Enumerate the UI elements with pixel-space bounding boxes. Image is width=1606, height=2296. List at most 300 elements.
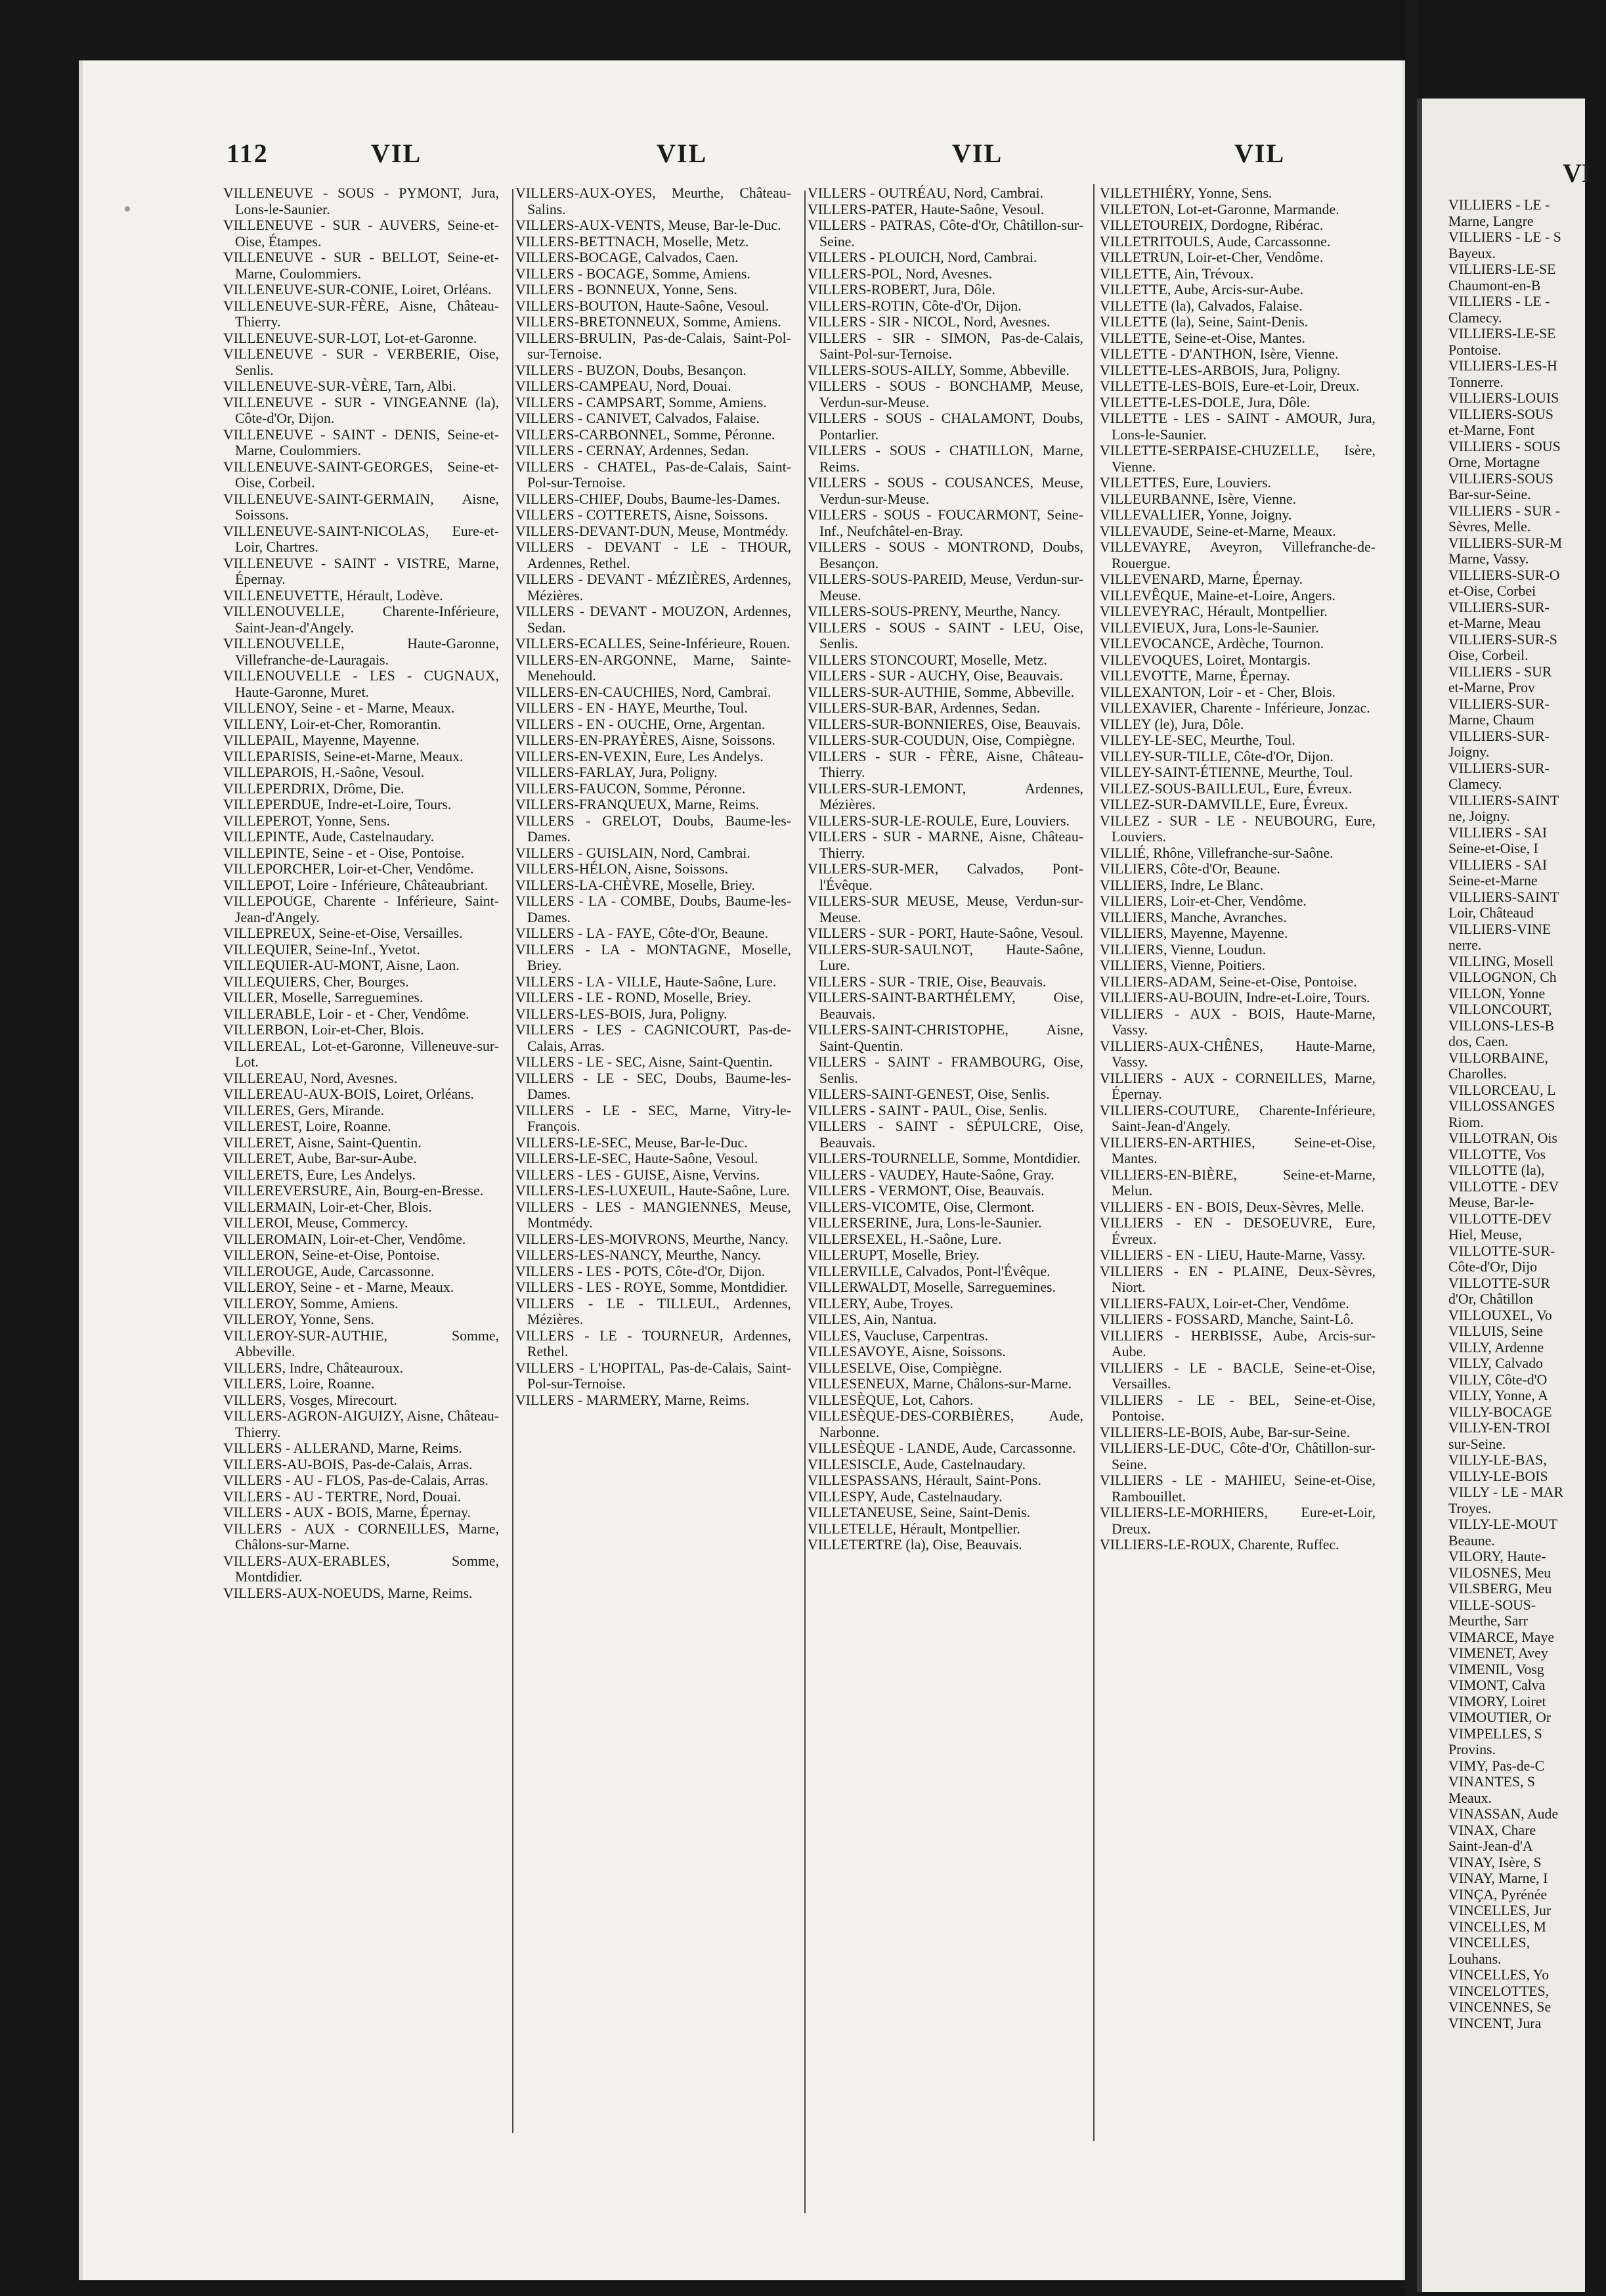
gazetteer-entry: VILLERS - CHATEL, Pas-de-Calais, Saint-Pol-sur-Ternoise.: [515, 458, 791, 491]
facing-page-line: VILLY, Ardenne: [1448, 1339, 1544, 1356]
running-head: VIL: [371, 139, 422, 168]
facing-page-line: Marne, Langre: [1448, 213, 1534, 229]
gazetteer-entry: VILLERS - DEVANT - LE - THOUR, Ardennes, Rethel.: [515, 539, 791, 571]
facing-page-line: VILLIERS-LOUIS: [1448, 390, 1559, 406]
facing-page-line: VILLIERS - LE -: [1448, 197, 1550, 213]
gazetteer-entry: VILLERSERINE, Jura, Lons-le-Saunier.: [808, 1215, 1042, 1231]
facing-page-line: VILLY, Calvado: [1448, 1356, 1543, 1371]
gazetteer-entry: VILLERS-CAMPEAU, Nord, Douai.: [515, 378, 731, 394]
gazetteer-entry: VILLIERS-LE-MORHIERS, Eure-et-Loir, Dreux.: [1100, 1505, 1376, 1537]
facing-page-line: VILLOTTE (la),: [1448, 1162, 1545, 1178]
facing-page-line: VILLY-BOCAGE: [1448, 1403, 1552, 1420]
gazetteer-entry: VILLESPASSANS, Hérault, Saint-Pons.: [808, 1472, 1041, 1488]
facing-page-line: VILLIERS-LE-SE: [1448, 326, 1556, 342]
facing-page-line: VILLOTTE-SUR: [1448, 1275, 1550, 1291]
gazetteer-entry: VILLERS - BUZON, Doubs, Besançon.: [515, 362, 747, 378]
gazetteer-entry: VILLERS - LE - SEC, Doubs, Baume-les-Dames.: [515, 1070, 791, 1102]
column-1: [223, 185, 499, 2234]
gazetteer-entry: VILLERS-SOUS-PAREID, Meuse, Verdun-sur-Meuse.: [808, 571, 1083, 604]
column-4: [1100, 185, 1376, 2234]
gazetteer-entry: VILLERVILLE, Calvados, Pont-l'Évêque.: [808, 1263, 1051, 1279]
facing-page-line: VILOSNES, Meu: [1448, 1564, 1552, 1581]
gazetteer-entry: VILLEQUIER, Seine-Inf., Yvetot.: [223, 941, 420, 958]
gazetteer-entry: VILLESAVOYE, Aisne, Soissons.: [808, 1344, 1006, 1359]
gazetteer-entry: VILLERS-AUX-VENTS, Meuse, Bar-le-Duc.: [515, 217, 781, 233]
facing-page-line: Seine-et-Marne: [1448, 873, 1538, 889]
gazetteer-entry: VILLERSEXEL, H.-Saône, Lure.: [808, 1231, 1002, 1247]
gazetteer-entry: VILLESENEUX, Marne, Châlons-sur-Marne.: [808, 1376, 1072, 1392]
facing-page-line: VILLIERS-SOUS: [1448, 406, 1553, 422]
gazetteer-entry: VILLEREAU, Nord, Avesnes.: [223, 1070, 398, 1086]
gazetteer-entry: VILLERS-LES-BOIS, Jura, Poligny.: [515, 1005, 727, 1022]
gazetteer-entry: VILLIERS - EN - LIEU, Haute-Marne, Vassy.: [1100, 1247, 1366, 1263]
gazetteer-entry: VILLESÈQUE-DES-CORBIÈRES, Aude, Narbonne.: [808, 1408, 1083, 1440]
column-2: [515, 185, 791, 2234]
facing-page-line: VILLOTTE - DEV: [1448, 1178, 1559, 1195]
gazetteer-entry: VILLENEUVE - SUR - VINGEANNE (la), Côte-d'Or, Dijon.: [223, 394, 499, 426]
facing-page-line: Saint-Jean-d'A: [1448, 1838, 1533, 1854]
gazetteer-entry: VILLERS - SAINT - PAUL, Oise, Senlis.: [808, 1102, 1048, 1118]
gazetteer-entry: VILLIERS-ADAM, Seine-et-Oise, Pontoise.: [1100, 973, 1357, 990]
facing-page-line: VILLONCOURT,: [1448, 1002, 1552, 1017]
gazetteer-entry: VILLERS-LES-LUXEUIL, Haute-Saône, Lure.: [515, 1183, 791, 1199]
gazetteer-entry: VILLERS-LES-NANCY, Meurthe, Nancy.: [515, 1247, 762, 1263]
gazetteer-entry: VILLERS - SUR - MARNE, Aisne, Château-Thierry.: [808, 829, 1083, 861]
gazetteer-entry: VILLERS - COTTERETS, Aisne, Soissons.: [515, 507, 768, 523]
gazetteer-entry: VILLEVAUDE, Seine-et-Marne, Meaux.: [1100, 523, 1336, 539]
gazetteer-entry: VILLERS-BETTNACH, Moselle, Metz.: [515, 233, 749, 250]
facing-page-line: VINÇA, Pyrénée: [1448, 1886, 1548, 1903]
gazetteer-entry: VILLERS - SUR - TRIE, Oise, Beauvais.: [808, 973, 1047, 990]
gazetteer-entry: VILLERS - SOUS - MONTROND, Doubs, Besançon.: [808, 539, 1083, 571]
facing-page-line: Loir, Châteaud: [1448, 905, 1534, 921]
facing-page-line: Louhans.: [1448, 1951, 1502, 1967]
gazetteer-entry: VILLEROY, Yonne, Sens.: [223, 1312, 374, 1327]
facing-page-line: VILLOTRAN, Ois: [1448, 1130, 1557, 1146]
gazetteer-entry: VILLIERS - EN - BOIS, Deux-Sèvres, Melle.: [1100, 1199, 1364, 1215]
gazetteer-entry: VILLERBON, Loir-et-Cher, Blois.: [223, 1022, 424, 1038]
gazetteer-entry: VILLERS - LE - ROND, Moselle, Briey.: [515, 990, 751, 1005]
gazetteer-entry: VILLEVOQUES, Loiret, Montargis.: [1100, 651, 1311, 668]
gazetteer-entry: VILLERS-FAUCON, Somme, Péronne.: [515, 780, 746, 797]
gazetteer-entry: VILLEREAL, Lot-et-Garonne, Villeneuve-sur-Lot.: [223, 1038, 499, 1070]
gazetteer-entry: VILLERS-EN-VEXIN, Eure, Les Andelys.: [515, 748, 764, 764]
gazetteer-entry: VILLERS - LE - SEC, Marne, Vitry-le-François.: [515, 1102, 791, 1134]
gazetteer-entry: VILLIERS - EN - DESOEUVRE, Eure, Évreux.: [1100, 1215, 1376, 1247]
gazetteer-entry: VILLETTE-SERPAISE-CHUZELLE, Isère, Vienne.: [1100, 443, 1376, 475]
facing-page-line: et-Marne, Font: [1448, 422, 1534, 438]
gazetteer-entry: VILLENEUVE-SUR-VÈRE, Tarn, Albi.: [223, 378, 456, 394]
gazetteer-entry: VILLENEUVE-SAINT-NICOLAS, Eure-et-Loir, Chartres.: [223, 523, 499, 555]
facing-page-line: Troyes.: [1448, 1500, 1492, 1516]
gazetteer-entry: VILLEPINTE, Aude, Castelnaudary.: [223, 829, 435, 845]
gazetteer-entry: VILLEPARISIS, Seine-et-Marne, Meaux.: [223, 748, 464, 764]
gazetteer-entry: VILLERS-SUR-SAULNOT, Haute-Saône, Lure.: [808, 941, 1083, 973]
facing-page: [1417, 99, 1592, 2292]
facing-page-line: VILLY-LE-BOIS: [1448, 1468, 1548, 1484]
gazetteer-entry: VILLEROY-SUR-AUTHIE, Somme, Abbeville.: [223, 1327, 499, 1359]
facing-page-line: nerre.: [1448, 937, 1482, 953]
gazetteer-entry: VILLERS - AU - TERTRE, Nord, Douai.: [223, 1488, 462, 1505]
gazetteer-entry: VILLERS - LE - TILLEUL, Ardennes, Mézières.: [515, 1295, 791, 1327]
gazetteer-entry: VILLERS-LE-SEC, Haute-Saône, Vesoul.: [515, 1151, 758, 1166]
gazetteer-entry: VILLERS - SOUS - COUSANCES, Meuse, Verdun-sur-Meuse.: [808, 475, 1083, 507]
gazetteer-entry: VILLEPOT, Loire - Inférieure, Châteaubriant.: [223, 877, 488, 893]
facing-page-line: VIMY, Pas-de-C: [1448, 1757, 1545, 1774]
gazetteer-entry: VILLENEUVE - SOUS - PYMONT, Jura, Lons-le-Saunier.: [223, 185, 499, 217]
gazetteer-entry: VILLERS-POL, Nord, Avesnes.: [808, 265, 993, 282]
facing-page-line: Chaumont-en-B: [1448, 277, 1541, 294]
facing-page-line: d'Or, Châtillon: [1448, 1291, 1533, 1307]
gazetteer-entry: VILLERS - LES - GUISE, Aisne, Vervins.: [515, 1166, 760, 1183]
gazetteer-entry: VILLIERS-FAUX, Loir-et-Cher, Vendôme.: [1100, 1295, 1349, 1312]
gazetteer-entry: VILLES, Vaucluse, Carpentras.: [808, 1327, 989, 1344]
page-number: 112: [227, 139, 269, 168]
gazetteer-entry: VILLEVALLIER, Yonne, Joigny.: [1100, 507, 1292, 523]
gazetteer-entry: VILLEQUIERS, Cher, Bourges.: [223, 973, 409, 990]
facing-page-line: VIMOUTIER, Or: [1448, 1710, 1552, 1725]
gazetteer-entry: VILLERS - SOUS - CHALAMONT, Doubs, Pontarlier.: [808, 410, 1083, 443]
gazetteer-entry: VILLEREAU-AUX-BOIS, Loiret, Orléans.: [223, 1086, 474, 1102]
gazetteer-entry: VILLERS-AUX-NOEUDS, Marne, Reims.: [223, 1585, 473, 1601]
facing-page-line: VINCENT, Jura: [1448, 2015, 1542, 2031]
gazetteer-entry: VILLIERS - AUX - BOIS, Haute-Marne, Vassy.: [1100, 1005, 1376, 1038]
gazetteer-entry: VILLEPERDUE, Indre-et-Loire, Tours.: [223, 797, 452, 812]
gazetteer-entry: VILLERS, Indre, Châteauroux.: [223, 1359, 404, 1376]
facing-page-line: VILLING, Mosell: [1448, 953, 1553, 969]
gazetteer-entry: VILLETTE-LES-ARBOIS, Jura, Poligny.: [1100, 362, 1341, 378]
facing-page-line: VILLIERS - LE - S: [1448, 229, 1561, 245]
gazetteer-entry: VILLERS - LA - VILLE, Haute-Saône, Lure.: [515, 973, 777, 990]
facing-page-line: VINASSAN, Aude: [1448, 1806, 1559, 1822]
facing-page-line: VINAY, Isère, S: [1448, 1854, 1542, 1870]
facing-page-line: VIMONT, Calva: [1448, 1677, 1546, 1693]
facing-page-line: VINCELLES, M: [1448, 1918, 1546, 1935]
facing-page-line: VILLIERS - SUR: [1448, 663, 1552, 680]
gazetteer-entry: VILLERS-LE-SEC, Meuse, Bar-le-Duc.: [515, 1134, 748, 1151]
gazetteer-entry: VILLETTE-LES-BOIS, Eure-et-Loir, Dreux.: [1100, 378, 1360, 394]
facing-page-line: Côte-d'Or, Dijo: [1448, 1259, 1538, 1275]
gazetteer-entry: VILLETERTRE (la), Oise, Beauvais.: [808, 1537, 1022, 1553]
facing-page-line: VINAY, Marne, I: [1448, 1870, 1548, 1886]
gazetteer-entry: VILLERS - GRELOT, Doubs, Baume-les-Dames.: [515, 812, 791, 845]
gazetteer-entry: VILLERS-SUR-AUTHIE, Somme, Abbeville.: [808, 684, 1075, 700]
gazetteer-entry: VILLIERS-LE-DUC, Côte-d'Or, Châtillon-sur-Seine.: [1100, 1440, 1376, 1472]
gazetteer-entry: VILLERUPT, Moselle, Briey.: [808, 1247, 980, 1263]
gazetteer-entry: VILLENOUVELLE - LES - CUGNAUX, Haute-Garonne, Muret.: [223, 668, 499, 700]
facing-page-line: VILLIERS-SUR-: [1448, 760, 1550, 776]
gazetteer-entry: VILLERS-SUR-LE-ROULE, Eure, Louviers.: [808, 812, 1070, 829]
gazetteer-entry: VILLEPAIL, Mayenne, Mayenne.: [223, 732, 420, 748]
gazetteer-entry: VILLETELLE, Hérault, Montpellier.: [808, 1520, 1020, 1537]
gazetteer-entry: VILLERS - PLOUICH, Nord, Cambrai.: [808, 250, 1037, 265]
gazetteer-entry: VILLIERS - EN - PLAINE, Deux-Sèvres, Niort.: [1100, 1263, 1376, 1295]
facing-running-head: VI: [1563, 158, 1592, 188]
gazetteer-entry: VILLEREST, Loire, Roanne.: [223, 1118, 391, 1134]
facing-page-line: VILLIERS - SUR -: [1448, 502, 1561, 519]
gazetteer-entry: VILLEROMAIN, Loir-et-Cher, Vendôme.: [223, 1231, 466, 1247]
facing-page-line: Bar-sur-Seine.: [1448, 487, 1531, 502]
gazetteer-entry: VILLIERS-AUX-CHÊNES, Haute-Marne, Vassy.: [1100, 1038, 1376, 1070]
gazetteer-entry: VILLERS - GUISLAIN, Nord, Cambrai.: [515, 845, 750, 861]
gazetteer-entry: VILLIERS-COUTURE, Charente-Inférieure, Saint-Jean-d'Angely.: [1100, 1102, 1376, 1134]
gazetteer-entry: VILLIERS, Vienne, Poitiers.: [1100, 958, 1265, 973]
facing-page-line: VILLOTTE-DEV: [1448, 1210, 1552, 1227]
facing-page-line: Sèvres, Melle.: [1448, 519, 1531, 535]
gazetteer-entry: VILLEY-LE-SEC, Meurthe, Toul.: [1100, 732, 1295, 748]
gazetteer-entry: VILLERS - VERMONT, Oise, Beauvais.: [808, 1183, 1045, 1199]
gazetteer-entry: VILLERS-EN-ARGONNE, Marne, Sainte-Menehould.: [515, 651, 791, 684]
gazetteer-entry: VILLERS-BRETONNEUX, Somme, Amiens.: [515, 314, 781, 330]
gazetteer-entry: VILLEVOCANCE, Ardèche, Tournon.: [1100, 636, 1324, 651]
facing-page-line: Provins.: [1448, 1742, 1496, 1757]
facing-page-line: VIMENIL, Vosg: [1448, 1661, 1544, 1677]
gazetteer-entry: VILLESELVE, Oise, Compiègne.: [808, 1359, 1003, 1376]
gazetteer-entry: VILLETRITOULS, Aude, Carcassonne.: [1100, 233, 1331, 250]
facing-page-line: VILLONS-LES-B: [1448, 1017, 1555, 1034]
facing-page-line: VILLY - LE - MAR: [1448, 1484, 1563, 1500]
column-3: [808, 185, 1083, 2234]
gazetteer-entry: VILLESPY, Aude, Castelnaudary.: [808, 1488, 1003, 1505]
page-header: [141, 138, 1330, 177]
gazetteer-entry: VILLERS-EN-PRAYÈRES, Aisne, Soissons.: [515, 732, 775, 748]
gazetteer-entry: VILLEY-SAINT-ÉTIENNE, Meurthe, Toul.: [1100, 764, 1353, 780]
facing-page-line: Bayeux.: [1448, 245, 1496, 261]
facing-page-line: Charolles.: [1448, 1066, 1507, 1082]
gazetteer-entry: VILLERS-LES-MOIVRONS, Meurthe, Nancy.: [515, 1231, 789, 1247]
gazetteer-entry: VILLERS-CARBONNEL, Somme, Péronne.: [515, 426, 775, 443]
facing-page-line: VILLUIS, Seine: [1448, 1323, 1544, 1339]
gazetteer-entry: VILLERS-AU-BOIS, Pas-de-Calais, Arras.: [223, 1456, 473, 1472]
gazetteer-entry: VILLERS - SUR - AUCHY, Oise, Beauvais.: [808, 668, 1063, 684]
gazetteer-entry: VILLEREVERSURE, Ain, Bourg-en-Bresse.: [223, 1183, 484, 1199]
gazetteer-entry: VILLENEUVE-SUR-LOT, Lot-et-Garonne.: [223, 330, 477, 346]
gazetteer-entry: VILLIERS-EN-ARTHIES, Seine-et-Oise, Mantes.: [1100, 1134, 1376, 1166]
gazetteer-entry: VILLES, Ain, Nantua.: [808, 1312, 937, 1327]
gazetteer-entry: VILLERS - AUX - CORNEILLES, Marne, Châlons-sur-Marne.: [223, 1520, 499, 1553]
gazetteer-entry: VILLERS - BONNEUX, Yonne, Sens.: [515, 282, 737, 298]
gazetteer-entry: VILLEVOTTE, Marne, Épernay.: [1100, 668, 1290, 684]
gazetteer-entry: VILLERABLE, Loir - et - Cher, Vendôme.: [223, 1005, 469, 1022]
gazetteer-entry: VILLENEUVETTE, Hérault, Lodève.: [223, 587, 443, 604]
gazetteer-entry: VILLETANEUSE, Seine, Saint-Denis.: [808, 1505, 1031, 1520]
facing-page-line: Meuse, Bar-le-: [1448, 1195, 1534, 1210]
gazetteer-entry: VILLERS - AU - FLOS, Pas-de-Calais, Arras.: [223, 1472, 488, 1488]
facing-page-line: VILLIERS - SAI: [1448, 824, 1548, 841]
facing-page-line: Riom.: [1448, 1114, 1484, 1130]
gazetteer-entry: VILLIERS-LE-ROUX, Charente, Ruffec.: [1100, 1537, 1339, 1553]
facing-page-line: VILLORCEAU, L: [1448, 1082, 1556, 1098]
gazetteer-entry: VILLEPORCHER, Loir-et-Cher, Vendôme.: [223, 861, 474, 877]
gazetteer-entry: VILLERS-SAINT-GENEST, Oise, Senlis.: [808, 1086, 1050, 1102]
facing-page-line: VILORY, Haute-: [1448, 1549, 1546, 1564]
gazetteer-entry: VILLERS-AUX-ERABLES, Somme, Montdidier.: [223, 1553, 499, 1585]
facing-page-line: Marne, Vassy.: [1448, 551, 1529, 567]
facing-page-line: VILLIERS-LE-SE: [1448, 261, 1556, 277]
facing-page-line: VIMENET, Avey: [1448, 1645, 1548, 1661]
gazetteer-columns: [223, 185, 1412, 2241]
gazetteer-entry: VILLENOUVELLE, Haute-Garonne, Villefranche-de-Lauragais.: [223, 636, 499, 668]
facing-page-line: ne, Joigny.: [1448, 808, 1510, 824]
gazetteer-entry: VILLEXANTON, Loir - et - Cher, Blois.: [1100, 684, 1335, 700]
facing-page-line: VILLY-LE-MOUT: [1448, 1516, 1558, 1532]
gazetteer-entry: VILLENEUVE-SUR-FÈRE, Aisne, Château-Thierry.: [223, 298, 499, 330]
facing-page-line: VILLIERS-SUR-M: [1448, 535, 1563, 551]
gazetteer-entry: VILLERS - SOUS - SAINT - LEU, Oise, Senlis.: [808, 619, 1083, 651]
facing-page-line: VILLOUXEL, Vo: [1448, 1307, 1552, 1323]
gazetteer-entry: VILLERS STONCOURT, Moselle, Metz.: [808, 651, 1047, 668]
facing-page-line: et-Oise, Corbei: [1448, 583, 1536, 599]
gazetteer-entry: VILLENEUVE - SUR - AUVERS, Seine-et-Oise, Étampes.: [223, 217, 499, 250]
gazetteer-entry: VILLERS-FRANQUEUX, Marne, Reims.: [515, 797, 760, 812]
gazetteer-entry: VILLETON, Lot-et-Garonne, Marmande.: [1100, 201, 1339, 217]
gazetteer-entry: VILLERS - LES - CAGNICOURT, Pas-de-Calais, Arras.: [515, 1022, 791, 1054]
gazetteer-entry: VILLERS - LE - SEC, Aisne, Saint-Quentin.: [515, 1054, 773, 1070]
facing-page-line: Orne, Mortagne: [1448, 454, 1540, 470]
facing-page-line: VIMARCE, Maye: [1448, 1629, 1555, 1645]
gazetteer-entry: VILLERON, Seine-et-Oise, Pontoise.: [223, 1247, 440, 1263]
gazetteer-entry: VILLEURBANNE, Isère, Vienne.: [1100, 491, 1297, 507]
gazetteer-entry: VILLERS - SOUS - BONCHAMP, Meuse, Verdun-sur-Meuse.: [808, 378, 1083, 410]
facing-page-line: VILLIERS-VINE: [1448, 921, 1552, 937]
gazetteer-entry: VILLERS-ROTIN, Côte-d'Or, Dijon.: [808, 298, 1022, 314]
gazetteer-entry: VILLERS - LES - MANGIENNES, Meuse, Montmédy.: [515, 1199, 791, 1231]
gazetteer-entry: VILLEPEROT, Yonne, Sens.: [223, 812, 390, 829]
gazetteer-entry: VILLERS - EN - HAYE, Meurthe, Toul.: [515, 700, 748, 716]
gazetteer-entry: VILLERS-FARLAY, Jura, Poligny.: [515, 764, 718, 780]
running-head: VIL: [657, 139, 708, 168]
facing-page-line: et-Marne, Prov: [1448, 680, 1535, 695]
gazetteer-entry: VILLERS - SOUS - FOUCARMONT, Seine-Inf., Neufchâtel-en-Bray.: [808, 507, 1083, 539]
gazetteer-entry: VILLEVÊQUE, Maine-et-Loire, Angers.: [1100, 587, 1335, 604]
gazetteer-entry: VILLEROY, Seine - et - Marne, Meaux.: [223, 1279, 454, 1295]
facing-page-line: Seine-et-Oise, I: [1448, 841, 1538, 856]
facing-page-line: VILLIERS-SUR-: [1448, 695, 1550, 712]
gazetteer-entry: VILLERS - PATRAS, Côte-d'Or, Châtillon-sur-Seine.: [808, 217, 1083, 250]
gazetteer-entry: VILLERS - ALLERAND, Marne, Reims.: [223, 1440, 462, 1456]
gazetteer-entry: VILLEVIEUX, Jura, Lons-le-Saunier.: [1100, 619, 1319, 636]
facing-page-line: VILLIERS - LE -: [1448, 294, 1550, 309]
gazetteer-entry: VILLERS - MARMERY, Marne, Reims.: [515, 1392, 750, 1408]
facing-page-line: VIMORY, Loiret: [1448, 1693, 1546, 1710]
gazetteer-entry: VILLIERS - LE - BEL, Seine-et-Oise, Pontoise.: [1100, 1392, 1376, 1424]
gazetteer-entry: VILLERS-BOCAGE, Calvados, Caen.: [515, 250, 739, 265]
facing-page-line: Joigny.: [1448, 744, 1490, 760]
gazetteer-entry: VILLERS - SUR - FÈRE, Aisne, Château-Thierry.: [808, 748, 1083, 780]
facing-page-line: VILLIERS - SOUS: [1448, 438, 1561, 454]
gazetteer-entry: VILLETHIÉRY, Yonne, Sens.: [1100, 185, 1272, 201]
gazetteer-entry: VILLERS - LES - POTS, Côte-d'Or, Dijon.: [515, 1263, 766, 1279]
facing-page-line: VILLIERS-SUR-O: [1448, 567, 1560, 583]
facing-page-line: VILLORBAINE,: [1448, 1049, 1548, 1066]
gazetteer-entry: VILLERS - DEVANT - MÉZIÈRES, Ardennes, Mézières.: [515, 571, 791, 604]
gazetteer-entry: VILLEPREUX, Seine-et-Oise, Versailles.: [223, 925, 463, 941]
gazetteer-entry: VILLERS - SAINT - FRAMBOURG, Oise, Senlis.: [808, 1054, 1083, 1086]
gazetteer-entry: VILLENOY, Seine - et - Marne, Meaux.: [223, 700, 455, 716]
gazetteer-entry: VILLERS-AGRON-AIGUIZY, Aisne, Château-Thierry.: [223, 1408, 499, 1440]
gazetteer-entry: VILLERS - BOCAGE, Somme, Amiens.: [515, 265, 750, 282]
gazetteer-entry: VILLENEUVE-SUR-CONIE, Loiret, Orléans.: [223, 282, 492, 298]
gazetteer-entry: VILLERS-BOUTON, Haute-Saône, Vesoul.: [515, 298, 770, 314]
gazetteer-entry: VILLERS - DEVANT - MOUZON, Ardennes, Sedan.: [515, 604, 791, 636]
gazetteer-entry: VILLIERS - FOSSARD, Manche, Saint-Lô.: [1100, 1312, 1354, 1327]
facing-page-edge: [1417, 99, 1422, 2292]
running-head: VIL: [1234, 139, 1286, 168]
gazetteer-entry: VILLERS-SUR-LEMONT, Ardennes, Mézières.: [808, 780, 1083, 812]
facing-page-line: VILLOTTE, Vos: [1448, 1146, 1546, 1162]
gazetteer-entry: VILLERS-LA-CHÈVRE, Moselle, Briey.: [515, 877, 755, 893]
facing-page-line: VILLIERS-SUR-: [1448, 599, 1550, 615]
gazetteer-entry: VILLIERS-EN-BIÈRE, Seine-et-Marne, Melun.: [1100, 1166, 1376, 1199]
gazetteer-entry: VILLIERS - HERBISSE, Aube, Arcis-sur-Aube.: [1100, 1327, 1376, 1359]
facing-page-line: dos, Caen.: [1448, 1034, 1509, 1049]
gazetteer-entry: VILLERS - OUTRÉAU, Nord, Cambrai.: [808, 185, 1043, 201]
gazetteer-entry: VILLERS-DEVANT-DUN, Meuse, Montmédy.: [515, 523, 789, 539]
facing-page-line: Oise, Corbeil.: [1448, 648, 1529, 663]
gazetteer-entry: VILLERS - LA - COMBE, Doubs, Baume-les-Dames.: [515, 893, 791, 925]
gazetteer-entry: VILLETTE, Aube, Arcis-sur-Aube.: [1100, 282, 1304, 298]
facing-page-line: sur-Seine.: [1448, 1436, 1506, 1452]
facing-page-line: VILLOGNON, Ch: [1448, 969, 1557, 985]
facing-page-line: VINCELLES, Yo: [1448, 1967, 1550, 1983]
gazetteer-entry: VILLERS-SUR-BONNIERES, Oise, Beauvais.: [808, 716, 1081, 732]
gazetteer-entry: VILLETTE (la), Calvados, Falaise.: [1100, 298, 1303, 314]
gazetteer-entry: VILLERES, Gers, Mirande.: [223, 1102, 385, 1118]
gazetteer-entry: VILLIERS, Loir-et-Cher, Vendôme.: [1100, 893, 1307, 909]
gazetteer-entry: VILLIERS - AUX - CORNEILLES, Marne, Épernay.: [1100, 1070, 1376, 1102]
gazetteer-entry: VILLEZ-SOUS-BAILLEUL, Eure, Évreux.: [1100, 780, 1353, 797]
facing-page-line: VINCELOTTES,: [1448, 1983, 1550, 1999]
facing-page-line: VINCENNES, Se: [1448, 1999, 1552, 2015]
gazetteer-entry: VILLERS, Vosges, Mirecourt.: [223, 1392, 397, 1408]
gazetteer-entry: VILLENEUVE - SUR - VERBERIE, Oise, Senlis.: [223, 346, 499, 378]
gazetteer-entry: VILLIERS - LE - BACLE, Seine-et-Oise, Versailles.: [1100, 1359, 1376, 1392]
gazetteer-entry: VILLENOUVELLE, Charente-Inférieure, Saint-Jean-d'Angely.: [223, 604, 499, 636]
margin-mark: [125, 206, 130, 211]
gazetteer-entry: VILLETTES, Eure, Louviers.: [1100, 475, 1271, 491]
gazetteer-entry: VILLERETS, Eure, Les Andelys.: [223, 1166, 416, 1183]
facing-page-line: VILLIERS-SAINT: [1448, 792, 1559, 808]
facing-page-line: VILSBERG, Meu: [1448, 1581, 1552, 1597]
facing-page-line: Beaune.: [1448, 1532, 1495, 1549]
gazetteer-entry: VILLETTE, Ain, Trévoux.: [1100, 265, 1254, 282]
facing-page-line: VILLIERS-SAINT: [1448, 889, 1559, 905]
gazetteer-entry: VILLERET, Aisne, Saint-Quentin.: [223, 1134, 422, 1151]
facing-page-line: VILLE-SOUS-: [1448, 1597, 1536, 1613]
facing-page-line: VILLON, Yonne: [1448, 985, 1546, 1002]
gazetteer-entry: VILLERS-EN-CAUCHIES, Nord, Cambrai.: [515, 684, 771, 700]
gazetteer-entry: VILLIERS, Mayenne, Mayenne.: [1100, 925, 1288, 941]
gazetteer-entry: VILLETTE-LES-DOLE, Jura, Dôle.: [1100, 394, 1311, 410]
facing-page-line: VINCELLES, Jur: [1448, 1903, 1552, 1918]
gazetteer-entry: VILLIERS, Côte-d'Or, Beaune.: [1100, 861, 1280, 877]
gazetteer-entry: VILLEROY, Somme, Amiens.: [223, 1295, 399, 1312]
gazetteer-entry: VILLERS-VICOMTE, Oise, Clermont.: [808, 1199, 1035, 1215]
facing-column: [1448, 197, 1606, 2031]
gazetteer-entry: VILLEPINTE, Seine - et - Oise, Pontoise.: [223, 845, 465, 861]
gazetteer-entry: VILLERS-CHIEF, Doubs, Baume-les-Dames.: [515, 491, 781, 507]
gazetteer-entry: VILLEY (le), Jura, Dôle.: [1100, 716, 1244, 732]
facing-page-line: VINCELLES,: [1448, 1935, 1530, 1951]
gazetteer-entry: VILLEVENARD, Marne, Épernay.: [1100, 571, 1303, 587]
gazetteer-entry: VILLENEUVE-SAINT-GERMAIN, Aisne, Soissons.: [223, 491, 499, 523]
gazetteer-entry: VILLERS - CERNAY, Ardennes, Sedan.: [515, 443, 749, 458]
gazetteer-entry: VILLERS-PATER, Haute-Saône, Vesoul.: [808, 201, 1045, 217]
gazetteer-entry: VILLENY, Loir-et-Cher, Romorantin.: [223, 716, 441, 732]
gazetteer-entry: VILLIÉ, Rhône, Villefranche-sur-Saône.: [1100, 845, 1334, 861]
gazetteer-entry: VILLERS - SIR - SIMON, Pas-de-Calais, Saint-Pol-sur-Ternoise.: [808, 330, 1083, 362]
gazetteer-entry: VILLENEUVE-SAINT-GEORGES, Seine-et-Oise, Corbeil.: [223, 458, 499, 491]
